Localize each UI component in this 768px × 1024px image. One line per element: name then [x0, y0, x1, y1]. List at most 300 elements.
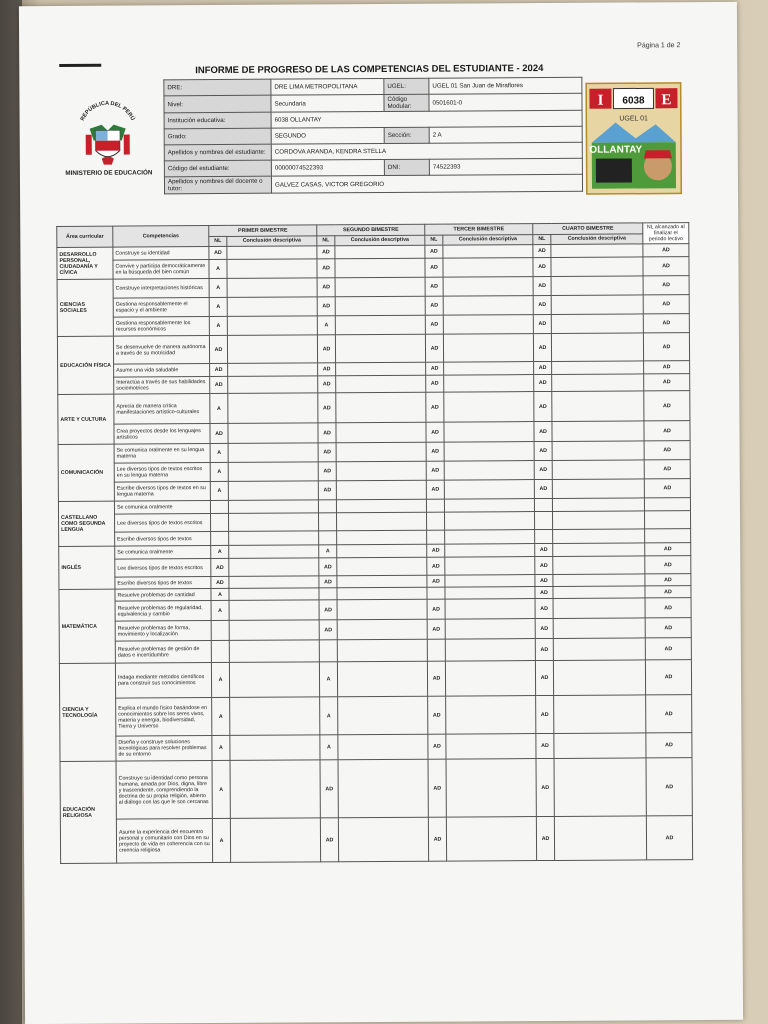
descriptive-conclusion: [228, 423, 318, 444]
achievement-level: AD: [317, 259, 335, 278]
descriptive-conclusion: [446, 734, 536, 760]
first-term-header: PRIMER BIMESTRE: [209, 225, 317, 236]
ugel-value: UGEL 01 San Juan de Miraflores: [429, 77, 582, 94]
achievement-level: [211, 513, 229, 531]
descriptive-conclusion: [445, 512, 535, 531]
achievement-level: AD: [318, 462, 336, 481]
descriptive-conclusion: [227, 246, 317, 260]
descriptive-conclusion: [227, 259, 317, 279]
area-name: EDUCACIÓN FÍSICA: [57, 336, 113, 394]
dre-value: DRE LIMA METROPOLITANA: [271, 78, 384, 95]
descriptive-conclusion: [229, 620, 319, 641]
competency-name: Se comunica oralmente: [115, 546, 211, 560]
achievement-level: AD: [426, 392, 444, 422]
achievement-level: AD: [209, 335, 227, 363]
achievement-level: A: [210, 393, 228, 423]
final-level-header: NL alcanzado al finalizar el periodo lectivo: [643, 223, 689, 244]
descriptive-conclusion: [554, 695, 646, 734]
descriptive-conclusion: [552, 441, 644, 461]
achievement-level: AD: [425, 245, 443, 258]
achievement-level: AD: [536, 758, 554, 816]
achievement-level: AD: [534, 421, 552, 441]
descriptive-conclusion: [552, 421, 644, 442]
achievement-level: AD: [318, 376, 336, 393]
descriptive-conclusion: [553, 618, 645, 639]
descriptive-conclusion: [553, 598, 645, 619]
nl-header: NL: [209, 236, 227, 247]
final-level: AD: [645, 574, 691, 586]
descriptive-conclusion: [445, 575, 535, 588]
descriptive-conclusion: [335, 258, 425, 278]
descriptive-conclusion: [335, 245, 425, 259]
descriptive-conclusion: [445, 544, 535, 558]
descriptive-conclusion: [229, 640, 319, 663]
header-rule: [59, 64, 101, 67]
descriptive-conclusion: [553, 556, 645, 575]
achievement-level: AD: [536, 695, 554, 733]
table-row: [60, 695, 692, 737]
teacher-label: Apellidos y nombres del docente o tutor:: [164, 176, 271, 194]
descriptive-conclusion: [338, 696, 428, 735]
achievement-level: [427, 512, 445, 530]
descriptive-conclusion: [446, 696, 536, 735]
achievement-level: AD: [534, 374, 552, 391]
svg-text:I: I: [597, 92, 604, 109]
achievement-level: A: [210, 443, 228, 462]
descriptive-conclusion: [445, 599, 535, 620]
descriptive-conclusion: [337, 557, 427, 576]
descriptive-conclusion: [335, 315, 425, 335]
achievement-level: A: [209, 259, 227, 278]
table-row: [58, 391, 690, 425]
final-level: AD: [645, 618, 691, 638]
achievement-level: A: [210, 462, 228, 481]
report-sheet: [19, 2, 743, 1024]
school-logo-icon: [585, 82, 682, 195]
achievement-level: [427, 587, 445, 599]
achievement-level: A: [212, 818, 230, 862]
area-name: DESARROLLO PERSONAL, CIUDADANÍA Y CÍVICA: [57, 247, 113, 279]
descriptive-conclusion: [446, 759, 536, 818]
achievement-level: AD: [426, 362, 444, 375]
descriptive-conclusion: [337, 587, 427, 600]
competency-name: Diseña y construye soluciones tecnológicas para resolver problemas de su entorno: [116, 736, 212, 762]
achievement-level: AD: [427, 575, 445, 587]
competency-name: Gestiona responsablemente el espacio y el ambiente: [113, 298, 209, 318]
achievement-level: [534, 498, 552, 511]
final-level: AD: [644, 374, 690, 391]
achievement-level: A: [320, 697, 338, 735]
dni-label: DNI:: [384, 159, 429, 175]
third-term-header: TERCER BIMESTRE: [425, 224, 533, 235]
descriptive-conclusion: [443, 315, 533, 335]
achievement-level: AD: [318, 443, 336, 462]
achievement-level: AD: [425, 315, 443, 334]
achievement-level: [427, 530, 445, 544]
achievement-level: [319, 640, 337, 662]
grades-table: [56, 222, 693, 864]
descriptive-conclusion: [552, 479, 644, 499]
competency-name: Escribe diversos tipos de textos: [115, 577, 211, 590]
achievement-level: AD: [427, 544, 445, 557]
achievement-level: AD: [210, 363, 228, 376]
descriptive-conclusion: [336, 392, 426, 423]
descriptive-conclusion: [552, 374, 644, 392]
descriptive-conclusion: [443, 258, 533, 278]
descriptive-conclusion: [551, 276, 643, 296]
final-level: [644, 498, 690, 511]
competency-name: Crea proyectos desde los lenguajes artísticos: [114, 424, 210, 445]
achievement-level: AD: [209, 246, 227, 259]
second-term-header: SEGUNDO BIMESTRE: [317, 224, 425, 235]
achievement-level: AD: [536, 816, 554, 860]
table-row: [60, 733, 692, 762]
achievement-level: AD: [425, 277, 443, 296]
achievement-level: [319, 531, 337, 545]
institution-value: 6038 OLLANTAY: [271, 110, 582, 128]
achievement-level: A: [319, 662, 337, 697]
competency-name: Construye su identidad como persona humana, amada por Dios, digna, libre y trascendente, comprendiendo la doctrina de su propia religión, abierto al diálogo con las que le son cercanas: [116, 761, 212, 820]
fourth-term-header: CUARTO BIMESTRE: [533, 223, 643, 234]
descriptive-conclusion: [337, 639, 427, 662]
final-level: AD: [643, 295, 689, 314]
institution-label: Institución educativa:: [164, 112, 271, 129]
achievement-level: A: [209, 316, 227, 335]
svg-text:OLLANTAY: OLLANTAY: [589, 144, 643, 156]
final-level: [645, 529, 691, 543]
descriptive-conclusion: [336, 362, 426, 376]
descriptive-conclusion: [445, 619, 535, 640]
achievement-level: A: [320, 735, 338, 760]
table-row: [60, 758, 692, 820]
conclusion-header: Conclusión descriptiva: [227, 235, 317, 246]
student-name-value: CORDOVA ARANDA, KENDRA STELLA: [271, 142, 582, 160]
achievement-level: A: [212, 697, 230, 735]
achievement-level: AD: [211, 558, 229, 576]
achievement-level: [210, 500, 228, 513]
competency-name: Lee diversos tipos de textos escritos: [115, 559, 211, 578]
descriptive-conclusion: [335, 296, 425, 316]
achievement-level: A: [212, 735, 230, 760]
student-code-label: Código del estudiante:: [164, 160, 271, 177]
competency-name: Construye su identidad: [113, 247, 209, 261]
achievement-level: AD: [425, 334, 443, 362]
competency-name: Lee diversos tipos de textos escritos en su lengua materna: [114, 463, 210, 483]
achievement-level: AD: [535, 574, 553, 586]
svg-text:6038: 6038: [622, 95, 645, 107]
achievement-level: A: [211, 545, 229, 558]
dni-value: 74522393: [429, 158, 582, 175]
achievement-level: AD: [318, 423, 336, 443]
achievement-level: A: [211, 662, 229, 697]
descriptive-conclusion: [551, 244, 643, 258]
descriptive-conclusion: [338, 734, 428, 760]
competency-name: Interactúa a través de sus habilidades sociomotrices: [114, 377, 210, 395]
competencias-header: Competencias: [113, 226, 209, 248]
achievement-level: AD: [533, 295, 551, 314]
conclusion-header: Conclusión descriptiva: [443, 234, 533, 245]
final-level: AD: [645, 556, 691, 574]
ugel-label: UGEL:: [384, 78, 429, 94]
final-level: AD: [644, 421, 690, 441]
page-number: Página 1 de 2: [637, 42, 681, 50]
achievement-level: AD: [533, 257, 551, 276]
achievement-level: AD: [426, 442, 444, 461]
achievement-level: AD: [534, 361, 552, 374]
descriptive-conclusion: [337, 599, 427, 620]
descriptive-conclusion: [551, 333, 643, 362]
area-name: CIENCIA Y TECNOLOGÍA: [59, 663, 116, 761]
grado-value: SEGUNDO: [271, 127, 384, 144]
achievement-level: AD: [319, 620, 337, 640]
achievement-level: A: [209, 278, 227, 297]
descriptive-conclusion: [553, 543, 645, 557]
descriptive-conclusion: [335, 334, 425, 363]
competency-name: Resuelve problemas de cantidad: [115, 589, 211, 602]
teacher-value: GALVEZ CASAS, VICTOR GREGORIO: [271, 174, 582, 193]
descriptive-conclusion: [229, 662, 319, 698]
competency-name: Gestiona responsablemente los recursos económicos: [113, 317, 209, 337]
descriptive-conclusion: [445, 587, 535, 600]
descriptive-conclusion: [443, 277, 533, 297]
final-level: AD: [645, 660, 691, 695]
descriptive-conclusion: [337, 544, 427, 558]
achievement-level: AD: [535, 598, 553, 618]
competency-name: Asume una vida saludable: [114, 364, 210, 378]
descriptive-conclusion: [445, 639, 535, 662]
descriptive-conclusion: [554, 758, 646, 817]
achievement-level: A: [210, 481, 228, 500]
competency-name: Aprecia de manera crítica manifestaciones artístico-culturales: [114, 394, 210, 425]
achievement-level: AD: [317, 297, 335, 316]
descriptive-conclusion: [228, 513, 318, 532]
descriptive-conclusion: [336, 375, 426, 393]
area-name: CASTELLANO COMO SEGUNDA LENGUA: [58, 501, 114, 546]
descriptive-conclusion: [228, 500, 318, 514]
competency-name: Resuelve problemas de forma, movimiento y localización: [115, 621, 211, 642]
competency-name: Explica el mundo físico basándose en conocimientos sobre los seres vivos, materia y energía, biodiversidad, Tierra y Universo: [116, 698, 212, 737]
descriptive-conclusion: [337, 512, 427, 531]
achievement-level: AD: [534, 460, 552, 479]
table-row: [60, 816, 692, 864]
competency-name: Resuelve problemas de gestión de datos e incertidumbre: [115, 641, 211, 664]
descriptive-conclusion: [445, 557, 535, 576]
descriptive-conclusion: [444, 461, 534, 481]
achievement-level: AD: [210, 376, 228, 393]
final-level: AD: [646, 733, 692, 758]
competency-name: Lee diversos tipos de textos escritos: [115, 514, 211, 533]
achievement-level: AD: [426, 461, 444, 480]
descriptive-conclusion: [445, 661, 535, 697]
descriptive-conclusion: [227, 297, 317, 317]
competency-name: Indaga mediante métodos científicos para construir sus conocimientos: [115, 663, 211, 699]
achievement-level: AD: [536, 733, 554, 758]
descriptive-conclusion: [228, 376, 318, 394]
achievement-level: [535, 511, 553, 529]
descriptive-conclusion: [230, 697, 320, 736]
seccion-label: Sección:: [384, 127, 429, 143]
achievement-level: [211, 620, 229, 640]
achievement-level: AD: [428, 759, 446, 817]
achievement-level: AD: [317, 246, 335, 259]
final-level: AD: [645, 543, 691, 556]
descriptive-conclusion: [554, 733, 646, 759]
achievement-level: [318, 500, 336, 513]
achievement-level: [426, 499, 444, 512]
achievement-level: [319, 588, 337, 600]
descriptive-conclusion: [228, 393, 318, 424]
achievement-level: [535, 529, 553, 543]
seccion-value: 2 A: [429, 126, 582, 143]
descriptive-conclusion: [554, 816, 646, 861]
achievement-level: AD: [319, 558, 337, 576]
area-header: Área curricular: [57, 226, 113, 247]
achievement-level: AD: [427, 619, 445, 639]
ministry-label: MINISTERIO DE EDUCACIÓN: [65, 169, 153, 177]
descriptive-conclusion: [446, 817, 536, 862]
achievement-level: AD: [427, 661, 445, 696]
achievement-level: AD: [210, 423, 228, 443]
achievement-level: AD: [533, 244, 551, 257]
area-name: CIENCIAS SOCIALES: [57, 279, 113, 336]
descriptive-conclusion: [228, 481, 318, 501]
achievement-level: AD: [425, 296, 443, 315]
achievement-level: A: [212, 760, 230, 818]
peru-coat-of-arms-icon: [71, 100, 143, 172]
descriptive-conclusion: [444, 499, 534, 513]
nl-header: NL: [425, 235, 443, 246]
descriptive-conclusion: [443, 245, 533, 259]
achievement-level: AD: [428, 696, 446, 734]
descriptive-conclusion: [227, 335, 317, 364]
descriptive-conclusion: [337, 619, 427, 640]
descriptive-conclusion: [552, 361, 644, 375]
achievement-level: AD: [319, 600, 337, 620]
final-level: AD: [645, 638, 691, 660]
nl-header: NL: [533, 234, 551, 245]
descriptive-conclusion: [551, 257, 643, 277]
achievement-level: [319, 513, 337, 531]
achievement-level: AD: [317, 335, 335, 363]
achievement-level: A: [317, 316, 335, 335]
achievement-level: AD: [320, 760, 338, 818]
nivel-value: Secundaria: [271, 94, 384, 112]
descriptive-conclusion: [227, 278, 317, 298]
table-row: [59, 660, 691, 699]
final-level: AD: [643, 276, 689, 295]
achievement-level: AD: [320, 818, 338, 862]
descriptive-conclusion: [443, 296, 533, 316]
svg-text:UGEL 01: UGEL 01: [619, 115, 648, 123]
area-name: INGLÉS: [59, 546, 115, 589]
final-level: AD: [645, 586, 691, 598]
descriptive-conclusion: [229, 545, 319, 559]
achievement-level: AD: [535, 638, 553, 660]
descriptive-conclusion: [553, 638, 645, 661]
descriptive-conclusion: [230, 760, 320, 819]
achievement-level: A: [319, 545, 337, 558]
descriptive-conclusion: [338, 759, 428, 818]
competency-name: Escribe diversos tipos de textos en su lengua materna: [114, 482, 210, 502]
achievement-level: AD: [427, 599, 445, 619]
area-name: EDUCACIÓN RELIGIOSA: [60, 761, 117, 863]
student-info-table: [163, 77, 583, 195]
final-level: AD: [644, 479, 690, 498]
descriptive-conclusion: [552, 498, 644, 512]
descriptive-conclusion: [229, 588, 319, 601]
competency-name: Se comunica oralmente: [114, 501, 210, 515]
descriptive-conclusion: [553, 511, 645, 530]
achievement-level: [211, 640, 229, 662]
final-level: AD: [644, 391, 690, 421]
descriptive-conclusion: [552, 391, 644, 422]
achievement-level: AD: [425, 258, 443, 277]
descriptive-conclusion: [229, 531, 319, 546]
nivel-label: Nivel:: [164, 95, 271, 113]
final-level: AD: [643, 314, 689, 333]
descriptive-conclusion: [228, 462, 318, 482]
descriptive-conclusion: [444, 442, 534, 462]
student-name-label: Apellidos y nombres del estudiante:: [164, 144, 271, 161]
final-level: AD: [646, 816, 692, 860]
final-level: AD: [644, 361, 690, 374]
achievement-level: AD: [533, 333, 551, 361]
descriptive-conclusion: [551, 314, 643, 334]
report-title: INFORME DE PROGRESO DE LAS COMPETENCIAS DEL ESTUDIANTE - 2024: [195, 62, 544, 77]
grado-label: Grado:: [164, 128, 271, 145]
descriptive-conclusion: [444, 480, 534, 500]
descriptive-conclusion: [337, 575, 427, 588]
achievement-level: A: [211, 600, 229, 620]
descriptive-conclusion: [552, 460, 644, 480]
achievement-level: AD: [317, 278, 335, 297]
competency-name: Resuelve problemas de regularidad, equivalencia y cambio: [115, 601, 211, 622]
descriptive-conclusion: [336, 461, 426, 481]
descriptive-conclusion: [338, 817, 428, 862]
achievement-level: AD: [318, 481, 336, 500]
descriptive-conclusion: [229, 600, 319, 621]
competency-name: Construye interpretaciones históricas: [113, 279, 209, 299]
achievement-level: AD: [535, 586, 553, 598]
dre-label: DRE:: [164, 79, 271, 96]
achievement-level: A: [211, 588, 229, 600]
final-level: AD: [643, 244, 689, 257]
descriptive-conclusion: [444, 422, 534, 443]
achievement-level: AD: [535, 543, 553, 556]
descriptive-conclusion: [553, 586, 645, 599]
achievement-level: AD: [426, 422, 444, 442]
descriptive-conclusion: [228, 363, 318, 377]
table-row: [57, 333, 689, 365]
descriptive-conclusion: [336, 422, 426, 443]
achievement-level: [427, 639, 445, 661]
achievement-level: AD: [428, 734, 446, 759]
descriptive-conclusion: [229, 576, 319, 589]
descriptive-conclusion: [444, 362, 534, 376]
final-level: AD: [645, 598, 691, 618]
competency-name: Se desenvuelve de manera autónoma a través de su motricidad: [113, 336, 209, 365]
svg-text:E: E: [661, 92, 672, 109]
conclusion-header: Conclusión descriptiva: [551, 233, 643, 244]
codigo-modular-label: Código Modular:: [384, 94, 429, 111]
descriptive-conclusion: [445, 530, 535, 545]
descriptive-conclusion: [230, 818, 320, 863]
achievement-level: AD: [533, 276, 551, 295]
achievement-level: AD: [319, 576, 337, 588]
student-code-value: 00000074522393: [271, 159, 384, 176]
achievement-level: AD: [535, 660, 553, 695]
descriptive-conclusion: [337, 661, 427, 697]
